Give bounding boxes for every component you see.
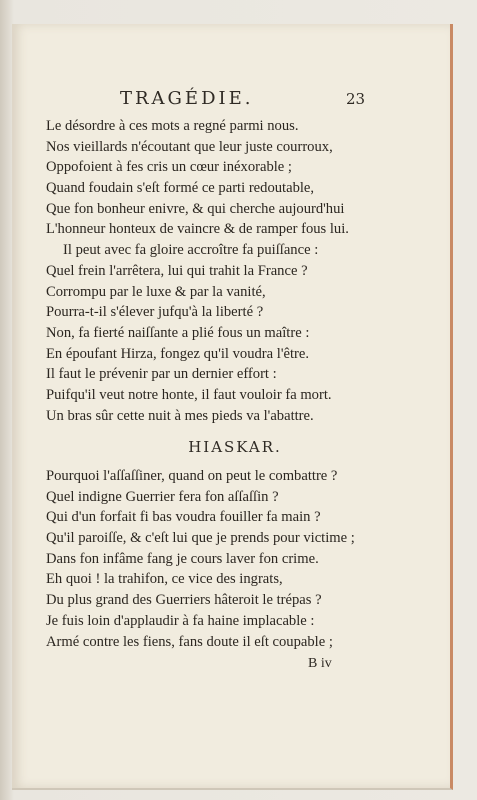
- verse-line: Puifqu'il veut notre honte, il faut vouloir fa mort.: [46, 386, 332, 403]
- verse-line: Quand foudain s'eſt formé ce parti redoutable,: [46, 180, 315, 197]
- verse-block-bottom: [46, 466, 406, 652]
- verse-line: L'honneur honteux de vaincre & de ramper fous lui.: [46, 221, 349, 238]
- verse-line: Qu'il paroiſſe, & c'eſt lui que je prends pour victime ;: [46, 530, 355, 547]
- speaker-name: HIASKAR.: [188, 438, 282, 456]
- verse-line: En époufant Hirza, fongez qu'il voudra l'être.: [46, 345, 309, 362]
- verse-line: Du plus grand des Guerriers hâteroit le trépas ?: [46, 592, 322, 609]
- verse-line: Je fuis loin d'applaudir à fa haine implacable :: [46, 612, 315, 629]
- verse-line: Quel frein l'arrêtera, lui qui trahit la France ?: [46, 262, 308, 279]
- verse-line: Il peut avec fa gloire accroître fa puiſſance :: [63, 242, 319, 259]
- verse-line: Pourquoi l'aſſaſſiner, quand on peut le combattre ?: [46, 468, 338, 484]
- verse-line: Corrompu par le luxe & par la vanité,: [46, 283, 266, 300]
- running-title: TRAGÉDIE.: [120, 88, 254, 109]
- verse-block-top: [46, 116, 406, 426]
- verse-line: Quel indigne Guerrier fera fon aſſaſſin ?: [46, 488, 279, 505]
- verse-line: Eh quoi ! la trahifon, ce vice des ingrats,: [46, 571, 283, 588]
- verse-line: Nos vieillards n'écoutant que leur juste courroux,: [46, 138, 333, 155]
- signature-mark: B iv: [308, 656, 332, 671]
- verse-line: Il faut le prévenir par un dernier effort :: [46, 366, 277, 383]
- verse-line: Pourra-t-il s'élever jufqu'à la liberté ?: [46, 304, 264, 321]
- page-number: 23: [346, 90, 366, 108]
- verse-line: Que fon bonheur enivre, & qui cherche aujourd'hui: [46, 200, 345, 217]
- running-head: [12, 88, 450, 118]
- verse-line: Qui d'un forfait fi bas voudra fouiller fa main ?: [46, 509, 321, 526]
- verse-line: Oppofoient à fes cris un cœur inéxorable ;: [46, 159, 292, 176]
- verse-line: Un bras sûr cette nuit à mes pieds va l'abattre.: [46, 407, 314, 424]
- verse-line: Armé contre les fiens, fans doute il eſt coupable ;: [46, 633, 333, 650]
- verse-line: Le désordre à ces mots a regné parmi nous.: [46, 118, 299, 134]
- book-page: [12, 24, 453, 790]
- verse-line: Dans fon infâme fang je cours laver fon crime.: [46, 550, 319, 567]
- verse-line: Non, fa fierté naiſſante a plié fous un maître :: [46, 324, 310, 341]
